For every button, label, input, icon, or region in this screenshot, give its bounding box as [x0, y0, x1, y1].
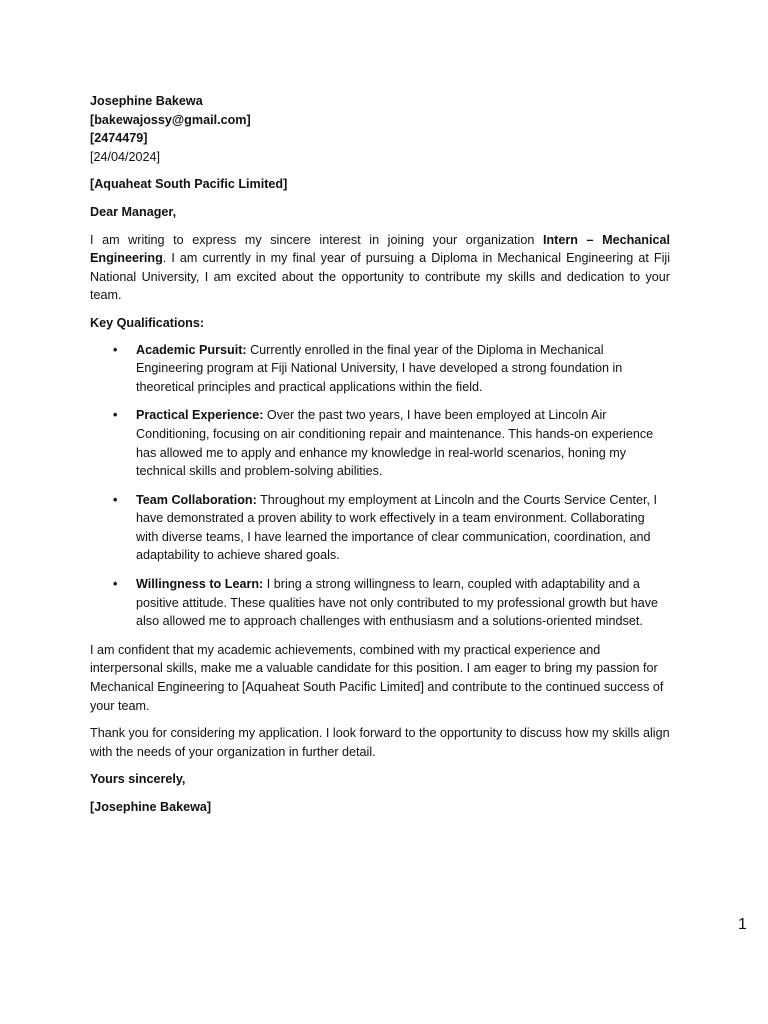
page-number: 1 — [738, 916, 747, 933]
bullet-icon: • — [113, 408, 118, 423]
qualification-text: I bring a strong willingness to learn, coupled with adaptability and a positive attitude. These qualities have not only contributed to my professional growth but have also allowed me to approach challenges with enthusiasm and a solutions-oriented mindset. — [136, 577, 659, 629]
signature: [Josephine Bakewa] — [90, 800, 212, 814]
list-item — [90, 406, 670, 480]
bullet-icon: • — [113, 342, 118, 357]
qualification-text: Over the past two years, I have been employed at Lincoln Air Conditioning, focusing on air conditioning repair and maintenance. This hands-on experience has allowed me to apply and enhance my knowledge in real-world scenarios, honing my technical skills and problem-solving abilities. — [136, 408, 654, 479]
sender-id: [2474479] — [90, 131, 148, 146]
list-item — [90, 491, 670, 565]
thanks-paragraph: Thank you for considering my application. I look forward to the opportunity to discuss how my skills align with the needs of your organization in further detail. — [90, 726, 670, 759]
qualification-label: Academic Pursuit: — [136, 342, 247, 357]
intro-text-after: . I am currently in my final year of pursuing a Diploma in Mechanical Engineering at Fiji National University, I am excited about the opportunity to contribute my skills and dedication to your team. — [90, 251, 670, 303]
qualification-text: Throughout my employment at Lincoln and the Courts Service Center, I have demonstrated a proven ability to work effectively in a team environment. Collaborating with diverse teams, I have learned the importance of clear communication, coordination, and adaptability to achieve shared goals. — [136, 492, 658, 563]
confidence-paragraph: I am confident that my academic achievements, combined with my practical experience and interpersonal skills, make me a valuable candidate for this position. I am eager to bring my passion for Mechanical Engineering to [Aquaheat South Pacific Limited] and contribute to the continued success of your team. — [90, 642, 664, 713]
recipient-company: [Aquaheat South Pacific Limited] — [90, 177, 288, 192]
bullet-icon: • — [113, 577, 118, 592]
salutation: Dear Manager, — [90, 204, 177, 219]
intro-text-before: I am writing to express my sincere interest in joining your organization — [90, 232, 543, 247]
bullet-icon: • — [113, 492, 118, 507]
closing: Yours sincerely, — [90, 772, 186, 787]
sender-name: Josephine Bakewa — [90, 94, 203, 108]
intro-paragraph — [90, 231, 670, 305]
list-item — [90, 575, 670, 631]
sender-email: [bakewajossy@gmail.com] — [90, 112, 251, 127]
qualification-text: Currently enrolled in the final year of the Diploma in Mechanical Engineering program at Fiji National University, I have developed a strong foundation in theoretical principles and practical applications within the field. — [136, 342, 623, 394]
qualification-label: Willingness to Learn: — [136, 577, 264, 592]
qualification-label: Team Collaboration: — [136, 492, 257, 507]
list-item — [90, 341, 670, 397]
qualifications-list — [90, 341, 670, 631]
qualification-label: Practical Experience: — [136, 408, 264, 423]
position-title: Intern – Mechanical Engineering — [90, 232, 670, 266]
key-qualifications-heading: Key Qualifications: — [90, 315, 205, 330]
letter-date: [24/04/2024] — [90, 149, 161, 164]
letter-body — [90, 92, 670, 817]
